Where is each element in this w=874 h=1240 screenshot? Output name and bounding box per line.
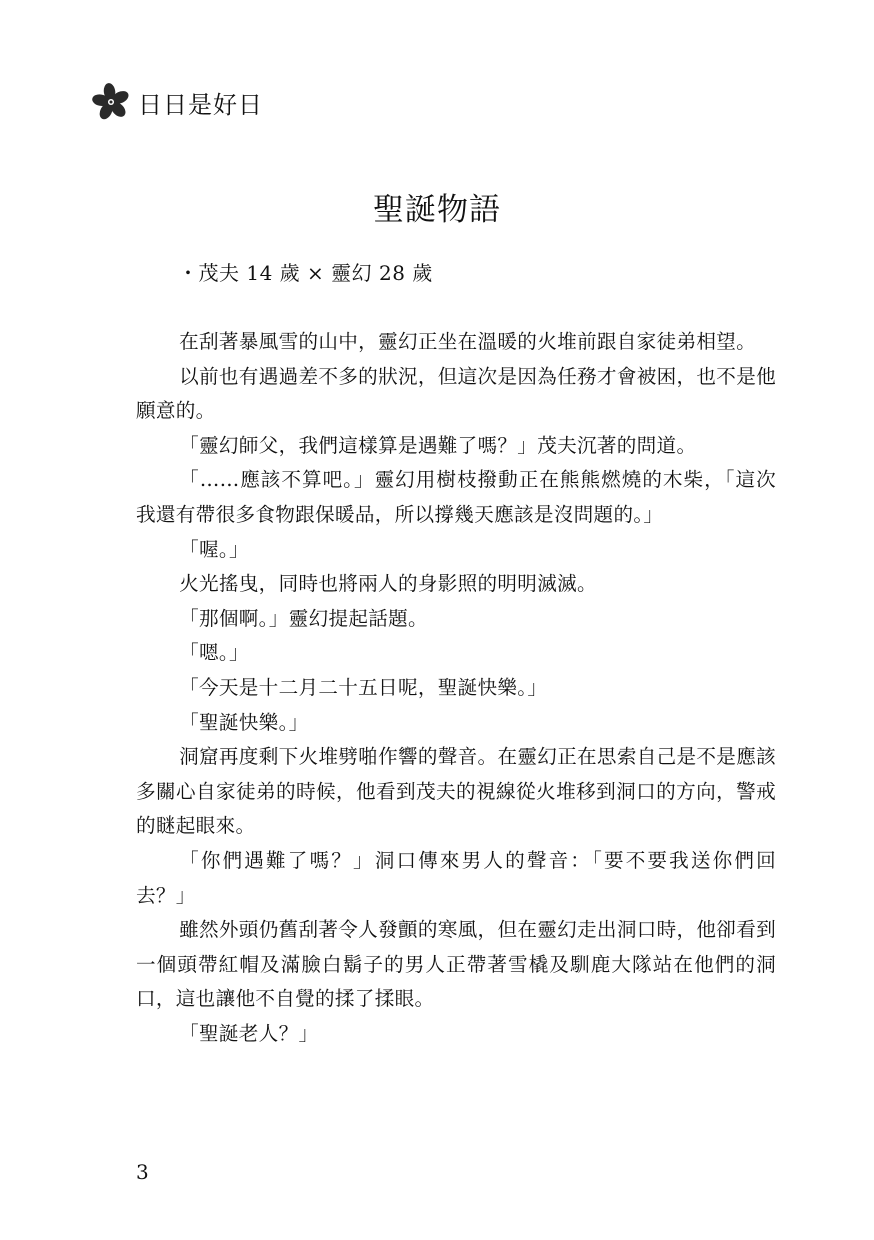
paragraph: 以前也有遇過差不多的狀況，但這次是因為任務才會被困，也不是他願意的。	[136, 364, 776, 423]
paragraph: 火光搖曳，同時也將兩人的身影照的明明滅滅。	[179, 572, 597, 596]
paragraph: 雖然外頭仍舊刮著令人發顫的寒風，但在靈幻走出洞口時，他卻看到一個頭帶紅帽及滿臉白鬍子的男人正帶著雪橇及馴鹿大隊站在他們的洞口，這也讓他不自覺的揉了揉眼。	[136, 918, 776, 1011]
paragraph: 「那個啊。」靈幻提起話題。	[179, 606, 428, 630]
paragraph: 「靈幻師父，我們這樣算是遇難了嗎？」茂夫沉著的問道。	[179, 433, 697, 457]
paragraph: 「聖誕老人？」	[179, 1021, 319, 1045]
paragraph: 「……應該不算吧。」靈幻用樹枝撥動正在熊熊燃燒的木柴，「這次我還有帶很多食物跟保暖品，所以撐幾天應該是沒問題的。」	[136, 468, 776, 526]
book-title: 日日是好日	[138, 90, 263, 119]
page-number: 3	[136, 1160, 149, 1184]
paragraph: 「喔。」	[179, 537, 249, 561]
paragraph: 在刮著暴風雪的山中，靈幻正坐在溫暖的火堆前跟自家徒弟相望。	[179, 330, 757, 353]
chapter-title: 聖誕物語	[373, 192, 501, 228]
paragraph: 洞窟再度剩下火堆劈啪作響的聲音。在靈幻正在思索自己是不是應該多關心自家徒弟的時候，他看到茂夫的視線從火堆移到洞口的方向，警戒的瞇起眼來。	[136, 745, 776, 838]
flower-icon	[92, 83, 130, 121]
story-body	[136, 325, 776, 1051]
paragraph: 「你們遇難了嗎？」洞口傳來男人的聲音：「要不要我送你們回去？」	[136, 848, 776, 907]
paragraph: 「今天是十二月二十五日呢，聖誕快樂。」	[179, 675, 548, 699]
paragraph: 「聖誕快樂。」	[179, 710, 309, 734]
chapter-subtitle: ・茂夫 14 歲 × 靈幻 28 歲	[178, 261, 433, 285]
page-header	[92, 82, 263, 122]
paragraph: 「嗯。」	[179, 641, 249, 665]
